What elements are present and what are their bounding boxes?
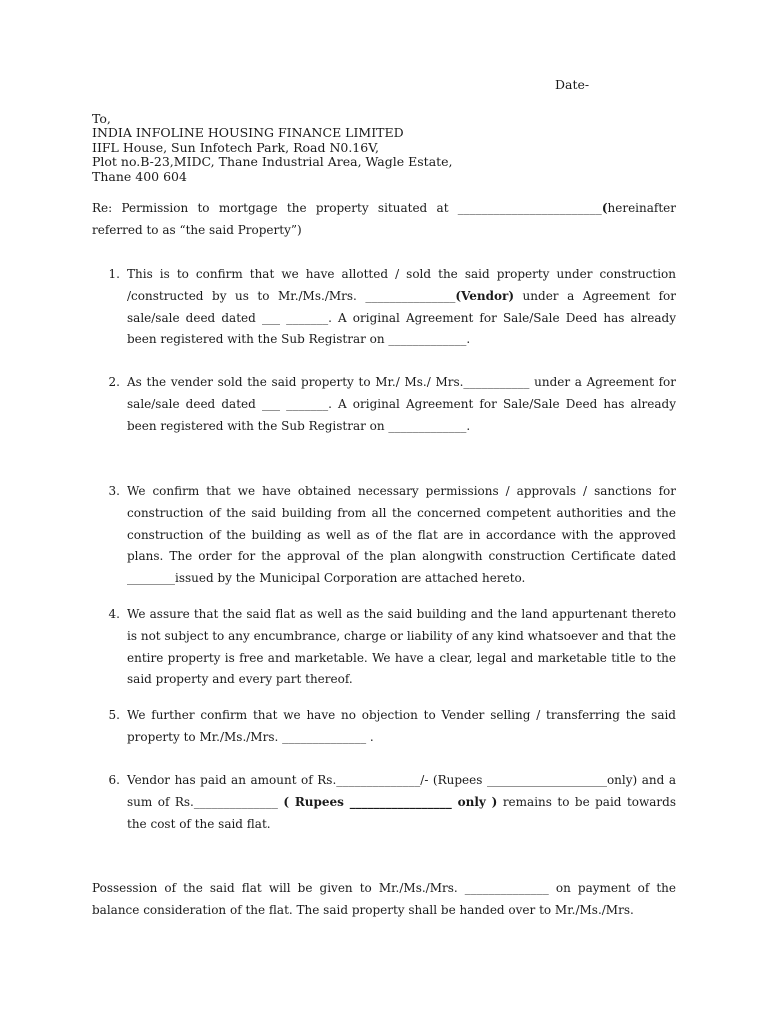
clause-text-part: remains to be paid towards the cost of the said flat.: [127, 794, 676, 831]
subject-bold: (: [601, 201, 608, 215]
clause-text-part: Vendor has paid an amount of Rs.______________/- (Rupees ____________________only) and a sum of Rs.______________: [127, 773, 676, 809]
clause-number: 2.: [108, 375, 120, 389]
subject-text: Re: Permission to mortgage the property situated at ________________________: [92, 201, 602, 215]
clause-text: [127, 705, 676, 749]
address-line: Thane 400 604: [92, 168, 187, 184]
subject-text-cont: hereinafter referred to as “the said Property”): [92, 201, 676, 237]
address-line: Plot no.B-23,MIDC, Thane Industrial Area, Wagle Estate,: [92, 154, 453, 170]
clause-text: [127, 372, 676, 437]
clause-text: [127, 604, 676, 691]
clause-text: [127, 770, 676, 835]
clause-text-part: under a Agreement for sale/sale deed dated ___ _______. A original Agreement for Sale/Sale Deed has already been registered with the Sub Registrar on _____________.: [127, 288, 676, 347]
clause-text-part: As the vender sold the said property to Mr./ Ms./ Mrs.___________ under a Agreement for sale/sale deed dated ___ _______. A original Agreement for Sale/Sale Deed has already been registered with the Sub Registrar on _____________.: [127, 375, 676, 433]
possession-paragraph: Possession of the said flat will be given to Mr./Ms./Mrs. ______________ on payment of the balance consideration of the flat. The said property shall be handed over to Mr./Ms./Mrs.: [92, 881, 676, 917]
rupees-bold: ( Rupees _________________ only ): [283, 794, 498, 809]
address-line: IIFL House, Sun Infotech Park, Road N0.16V,: [92, 139, 380, 155]
clause-text: [127, 481, 676, 590]
clause-text-part: This is to confirm that we have allotted / sold the said property under construction /constructed by us to Mr./Ms./Mrs. _______________: [127, 267, 676, 303]
subject-line: [92, 198, 676, 242]
clause-text-part: We assure that the said flat as well as the said building and the land appurtenant thereto is not subject to any encumbrance, charge or liability of any kind whatsoever and that the entire property is free and marketable. We have a clear, legal and marketable title to the said property and every part thereof.: [127, 607, 676, 687]
clause-number: 4.: [108, 607, 120, 621]
vendor-bold: (Vendor): [455, 288, 515, 303]
recipient-address: [92, 112, 453, 184]
clause-number: 6.: [108, 773, 120, 787]
clause-number: 1.: [108, 267, 120, 281]
clause-number: 3.: [108, 484, 120, 498]
clause-number: 5.: [108, 708, 120, 722]
clause-text: [127, 264, 676, 351]
clause-text-part: We confirm that we have obtained necessary permissions / approvals / sanctions for construction of the said building from all the concerned competent authorities and the construction of the building as well as of the flat are in accordance with the approved plans. The order for the approval of the plan alongwith construction Certificate dated ________issued by the Municipal Corporation are attached hereto.: [127, 484, 676, 586]
clause-text-part: We further confirm that we have no objection to Vender selling / transferring the said property to Mr./Ms./Mrs. ______________ .: [127, 708, 676, 744]
date-label: Date-: [555, 77, 590, 92]
salutation: To,: [92, 111, 111, 126]
address-line: INDIA INFOLINE HOUSING FINANCE LIMITED: [92, 125, 404, 141]
